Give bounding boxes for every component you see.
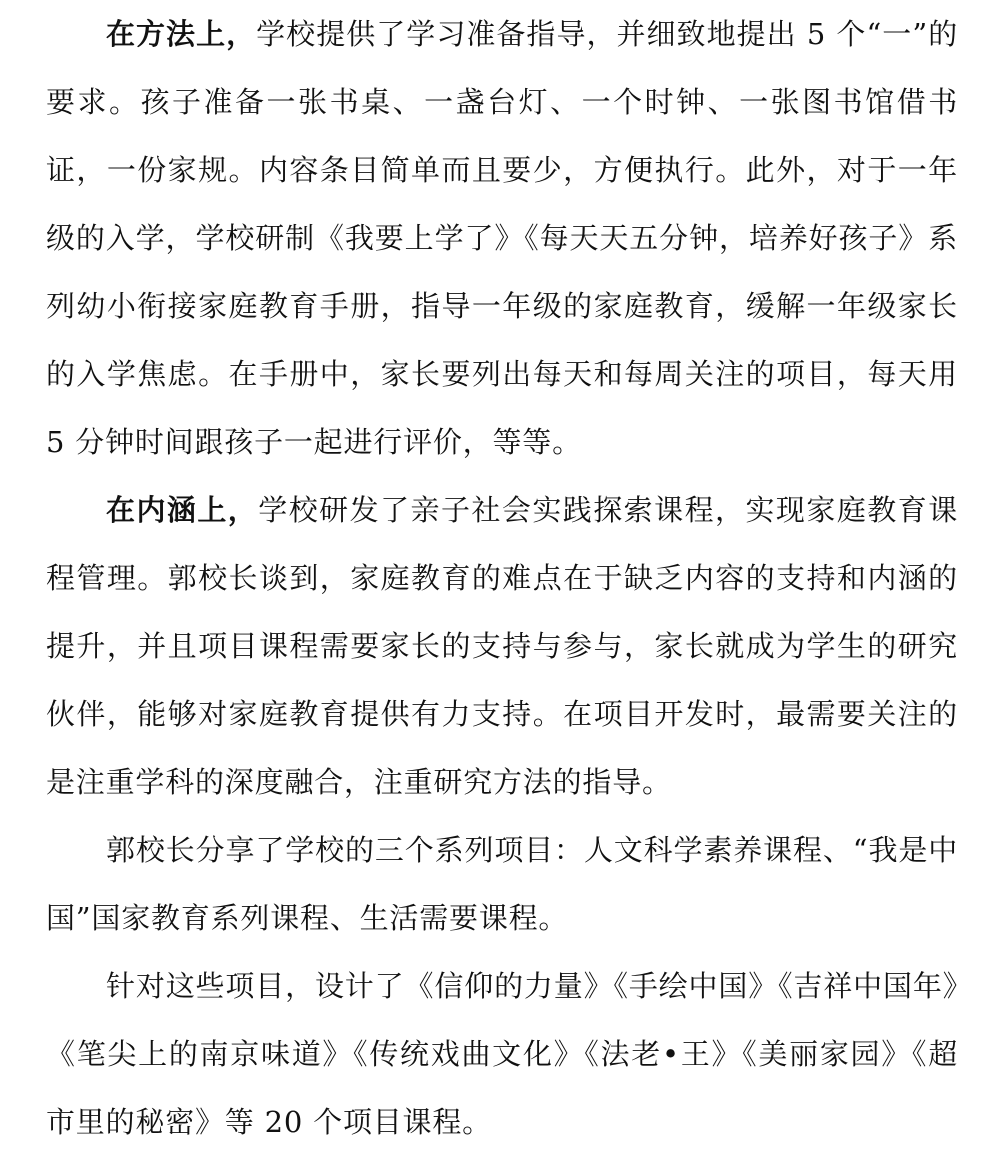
paragraph-lead: 在内涵上，	[106, 493, 259, 527]
paragraph-lead: 在方法上，	[106, 17, 257, 51]
paragraph-text: 郭校长分享了学校的三个系列项目：人文科学素养课程、“我是中国”国家教育系列课程、生活需要课程。	[46, 833, 958, 935]
paragraph-text: 学校提供了学习准备指导，并细致地提出 5 个“一”的要求。孩子准备一张书桌、一盏台灯、一个时钟、一张图书馆借书证，一份家规。内容条目简单而且要少，方便执行。此外，对于一年级的入学，学校研制《我要上学了》《每天天五分钟，培养好孩子》系列幼小衔接家庭教育手册，指导一年级的家庭教育，缓解一年级家长的入学焦虑。在手册中，家长要列出每天和每周关注的项目，每天用 5 分钟时间跟孩子一起进行评价，等等。	[46, 17, 958, 459]
paragraph-series-projects	[46, 816, 958, 952]
paragraph-method	[46, 0, 958, 476]
paragraph-project-courses	[46, 952, 958, 1156]
paragraph-text: 学校研发了亲子社会实践探索课程，实现家庭教育课程管理。郭校长谈到，家庭教育的难点在于缺乏内容的支持和内涵的提升，并且项目课程需要家长的支持与参与，家长就成为学生的研究伙伴，能够对家庭教育提供有力支持。在项目开发时，最需要关注的是注重学科的深度融合，注重研究方法的指导。	[46, 493, 958, 799]
paragraph-connotation	[46, 476, 958, 816]
document-page	[46, 0, 958, 1156]
paragraph-text: 针对这些项目，设计了《信仰的力量》《手绘中国》《吉祥中国年》《笔尖上的南京味道》《传统戏曲文化》《法老•王》《美丽家园》《超市里的秘密》等 20 个项目课程。	[46, 969, 958, 1139]
